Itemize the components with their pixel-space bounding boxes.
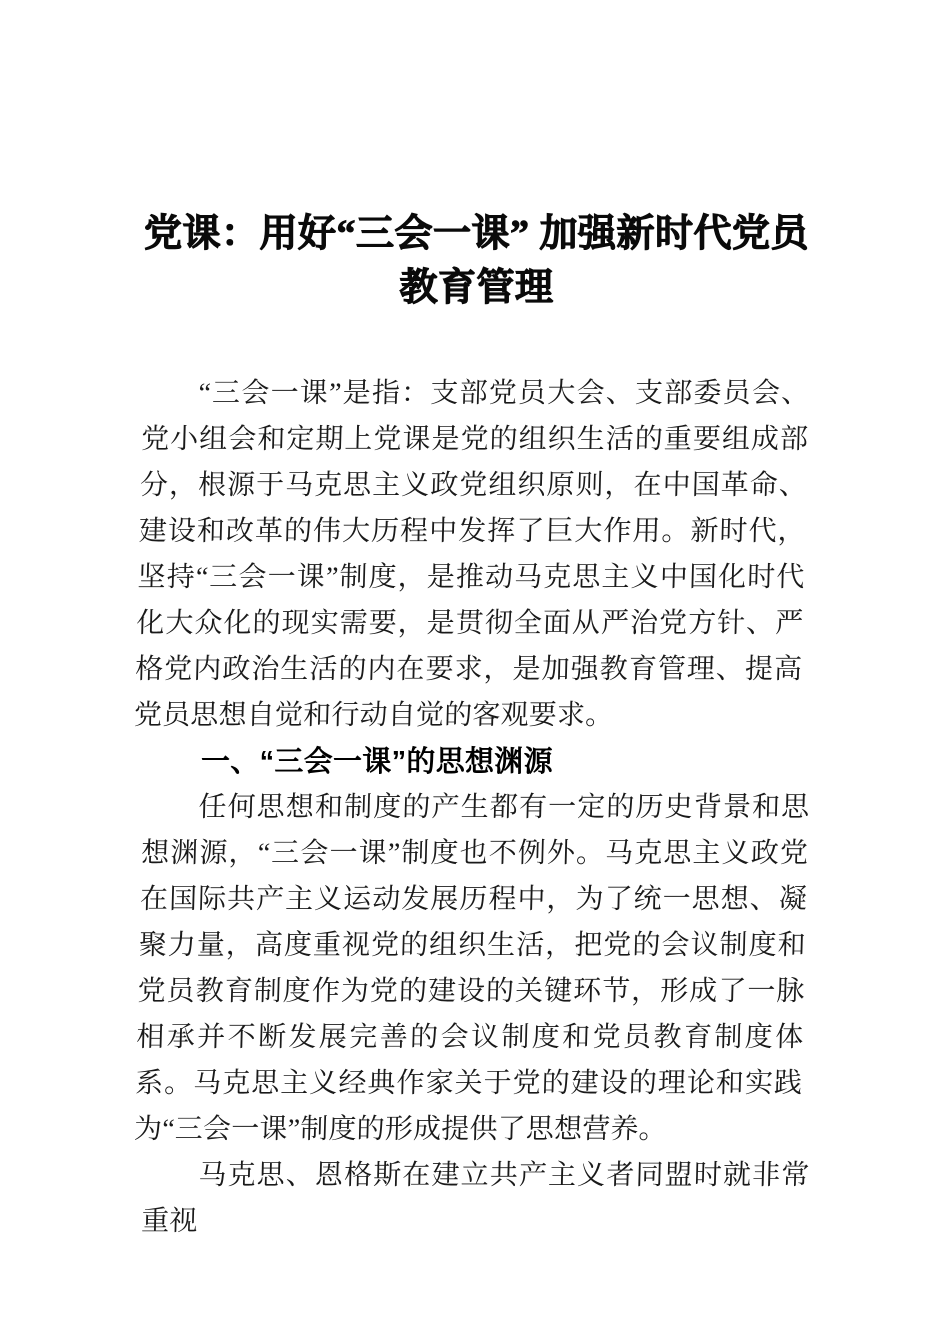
body-paragraph-3: 马克思、恩格斯在建立共产主义者同盟时就非常重视 (140, 1160, 810, 1237)
document-title-line-2: 教育管理 (399, 267, 554, 309)
document-title-line-1: 党课：用好“三会一课” 加强新时代党员 (143, 213, 809, 255)
document-content (133, 0, 810, 1245)
body-paragraph-1: “三会一课”是指：支部党员大会、支部委员会、党小组会和定期上党课是党的组织生活的重要组成部分，根源于马克思主义政党组织原则，在中国革命、建设和改革的伟大历程中发挥了巨大作用。新时代，坚持“三会一课”制度，是推动马克思主义中国化时代化大众化的现实需要，是贯彻全面从严治党方针、严格党内政治生活的内在要求，是加强教育管理、提高党员思想自觉和行动自觉的客观要求。 (133, 378, 810, 731)
body-paragraph-2: 任何思想和制度的产生都有一定的历史背景和思想渊源，“三会一课”制度也不例外。马克思主义政党在国际共产主义运动发展历程中，为了统一思想、凝聚力量，高度重视党的组织生活，把党的会议制度和党员教育制度作为党的建设的关键环节，形成了一脉相承并不断发展完善的会议制度和党员教育制度体系。马克思主义经典作家关于党的建设的理论和实践为“三会一课”制度的形成提供了思想营养。 (133, 792, 810, 1145)
section-heading-1: 一、“三会一课”的思想渊源 (201, 746, 553, 778)
document-title (143, 0, 810, 315)
